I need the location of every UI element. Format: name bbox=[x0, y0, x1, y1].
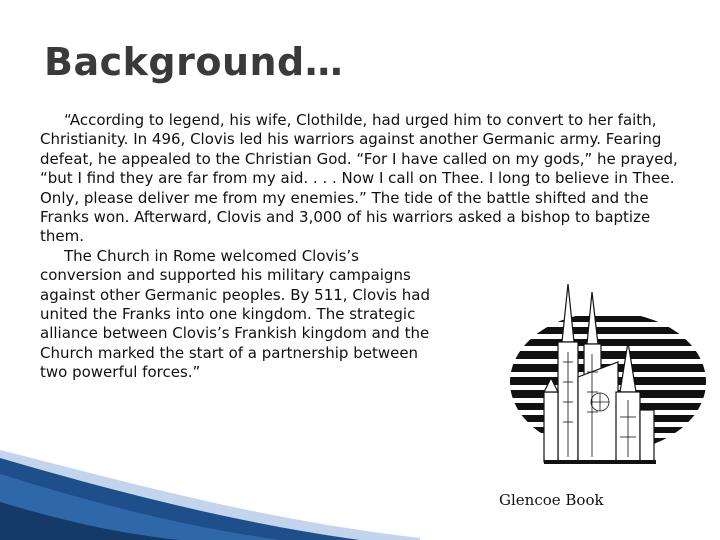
image-caption: Glencoe Book bbox=[499, 491, 604, 509]
slide-title: Background… bbox=[44, 40, 344, 84]
paragraph-1: “According to legend, his wife, Clothilde, had urged him to convert to her faith, Christianity. In 496, Clovis led his warriors against another Germanic army. Fearing defeat, he appealed to the Christian God. “For I have called on my gods,” he prayed, “but I find they are far from my aid. . . . Now I call on Thee. I long to believe in Thee. Only, please deliver me from my enemies.” The tide of the battle shifted and the Franks won. Afterward, Clovis and 3,000 of his warriors asked a bishop to baptize them. bbox=[40, 111, 678, 246]
paragraph-2: The Church in Rome welcomed Clovis’s conversion and supported his military campaigns against other Germanic peoples. By 511, Clovis had united the Franks into one kingdom. The strategic alliance between Clovis’s Frankish kingdom and the Church marked the start of a partnership between two powerful forces.” bbox=[40, 246, 430, 382]
decorative-swoosh bbox=[0, 450, 720, 540]
